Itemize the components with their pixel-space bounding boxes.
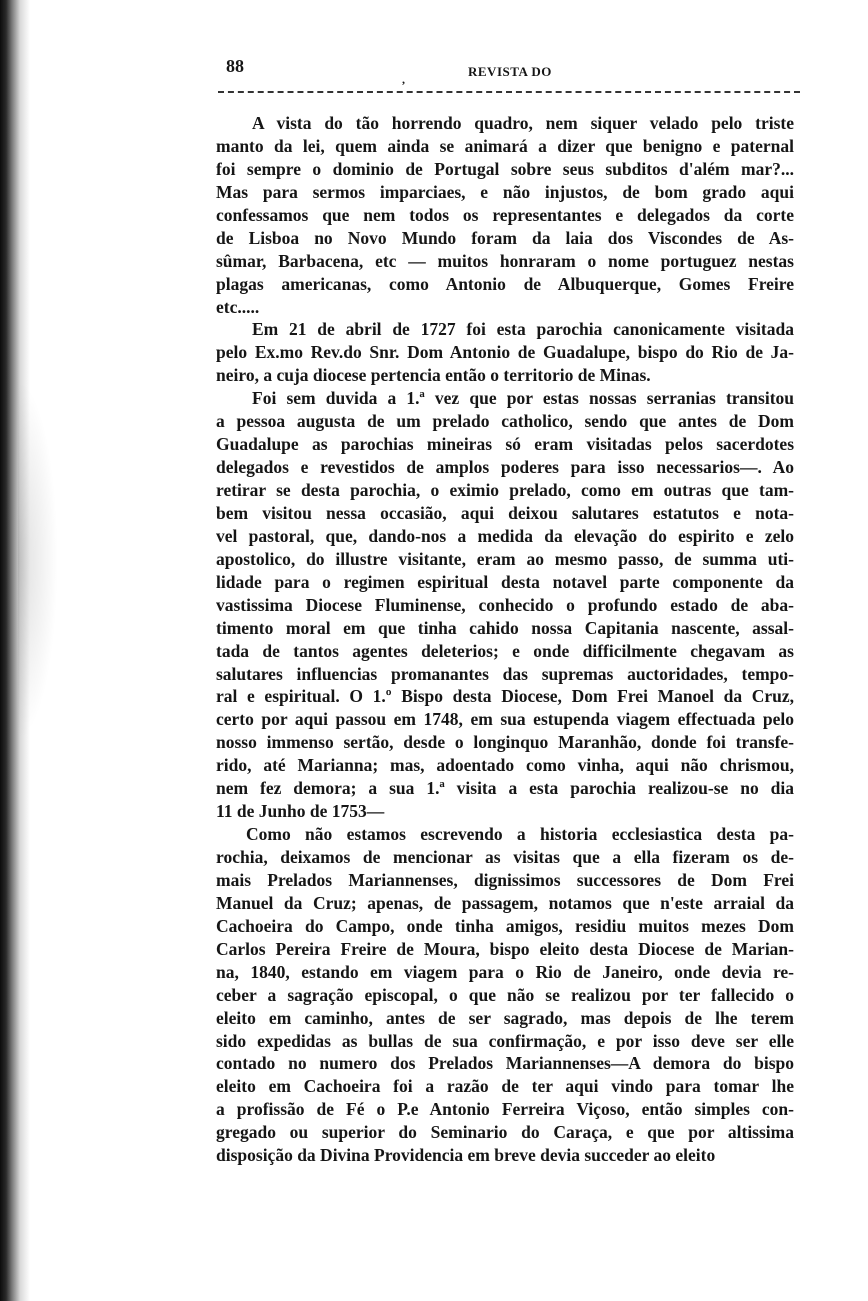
text-line: lidade para o regimen espiritual desta notavel parte componente da: [216, 571, 794, 592]
header-rule: [218, 91, 800, 93]
text-line: plagas americanas, como Antonio de Albuquerque, Gomes Freire: [216, 273, 794, 294]
text-line: apostolico, do illustre visitante, eram ao mesmo passo, de summa uti-: [216, 548, 794, 569]
text-line: eleito em Cachoeira foi a razão de ter aqui vindo para tomar lhe: [216, 1076, 794, 1097]
text-line: sûmar, Barbacena, etc — muitos honraram o nome portuguez nestas: [216, 250, 794, 271]
text-line: Guadalupe as parochias mineiras só eram visitadas pelos sacerdotes: [216, 434, 794, 455]
text-line: neiro, a cuja diocese pertencia então o territorio de Minas.: [216, 365, 651, 386]
body-text: [216, 112, 794, 1167]
text-line: Como não estamos escrevendo a historia ecclesiastica desta pa-: [246, 824, 794, 845]
page-binding-shadow: [18, 380, 58, 740]
text-line: gregado ou superior do Seminario do Caraça, e que por altissima: [216, 1122, 794, 1143]
text-line: vel pastoral, que, dando-nos a medida da elevação do espirito e zelo: [216, 525, 794, 546]
text-line: etc.....: [216, 296, 260, 317]
text-line: confessamos que nem todos os representantes e delegados da corte: [216, 204, 794, 225]
text-line: Cachoeira do Campo, onde tinha amigos, residiu muitos mezes Dom: [216, 915, 794, 936]
text-line: disposição da Divina Providencia em breve devia succeder ao eleito: [216, 1145, 716, 1166]
running-title: REVISTA DO: [468, 64, 552, 79]
text-line: Carlos Pereira Freire de Moura, bispo eleito desta Diocese de Marian-: [216, 938, 794, 959]
text-line: contado no numero dos Prelados Mariannenses—A demora do bispo: [216, 1053, 794, 1074]
text-line: Manuel da Cruz; apenas, de passagem, notamos que n'este arraial da: [216, 892, 794, 913]
text-line: timento moral em que tinha cahido nossa Capitania nascente, assal-: [216, 617, 794, 638]
text-line: mais Prelados Mariannenses, dignissimos successores de Dom Frei: [216, 869, 794, 890]
text-line: de Lisboa no Novo Mundo foram da laia dos Viscondes de As-: [216, 227, 794, 248]
text-line: foi sempre o dominio de Portugal sobre seus subditos d'além mar?...: [216, 158, 794, 179]
page-header: [226, 54, 800, 88]
paragraph: [216, 823, 794, 1167]
text-line: pelo Ex.mo Rev.do Snr. Dom Antonio de Guadalupe, bispo do Rio de Ja-: [216, 342, 794, 363]
text-line: tada de tantos agentes deleterios; e onde difficilmente chegavam as: [216, 640, 794, 661]
text-line: delegados e revestidos de amplos poderes para isso necessarios—. Ao: [216, 457, 794, 478]
page-number: 88: [226, 56, 244, 76]
text-line: na, 1840, estando em viagem para o Rio de Janeiro, onde devia re-: [216, 961, 794, 982]
text-line: nosso immenso sertão, desde o longinquo Maranhão, donde foi transfe-: [216, 732, 794, 753]
text-line: a pessoa augusta de um prelado catholico, sendo que antes de Dom: [216, 411, 794, 432]
paragraph: [216, 112, 794, 318]
text-line: bem visitou nessa occasião, aqui deixou salutares estatutos e nota-: [216, 502, 794, 523]
text-line: Foi sem duvida a 1.ª vez que por estas nossas serranias transitou: [252, 388, 794, 409]
header-mark: ,: [402, 72, 405, 86]
text-line: sido expedidas as bullas de sua confirmação, e por isso deve ser elle: [216, 1030, 794, 1051]
text-line: certo por aqui passou em 1748, em sua estupenda viagem effectuada pelo: [216, 709, 794, 730]
paragraph: [216, 387, 794, 823]
text-line: eleito em caminho, antes de ser sagrado, mas depois de lhe terem: [216, 1007, 794, 1028]
text-line: Mas para sermos imparciaes, e não injustos, de bom grado aqui: [216, 181, 794, 202]
paragraph: [216, 318, 794, 387]
text-line: A vista do tão horrendo quadro, nem siquer velado pelo triste: [252, 113, 794, 133]
text-line: manto da lei, quem ainda se animará a dizer que benigno e paternal: [216, 135, 794, 156]
text-line: Em 21 de abril de 1727 foi esta parochia canonicamente visitada: [252, 319, 794, 340]
text-line: a profissão de Fé o P.e Antonio Ferreira Viçoso, então simples con-: [216, 1099, 794, 1120]
text-line: 11 de Junho de 1753—: [216, 801, 385, 822]
text-line: nem fez demora; a sua 1.ª visita a esta parochia realizou-se no dia: [216, 778, 794, 799]
text-line: rido, até Marianna; mas, adoentado como vinha, aqui não chrismou,: [216, 755, 794, 776]
text-line: ral e espiritual. O 1.º Bispo desta Diocese, Dom Frei Manoel da Cruz,: [216, 686, 794, 707]
text-line: ceber a sagração episcopal, o que não se realizou por ter fallecido o: [216, 984, 794, 1005]
text-line: salutares influencias promanantes das supremas auctoridades, tempo-: [216, 663, 794, 684]
text-line: vastissima Diocese Fluminense, conhecido o profundo estado de aba-: [216, 594, 794, 615]
text-line: rochia, deixamos de mencionar as visitas que a ella fizeram os de-: [216, 847, 794, 867]
text-line: retirar se desta parochia, o eximio prelado, como em outras que tam-: [216, 480, 794, 500]
